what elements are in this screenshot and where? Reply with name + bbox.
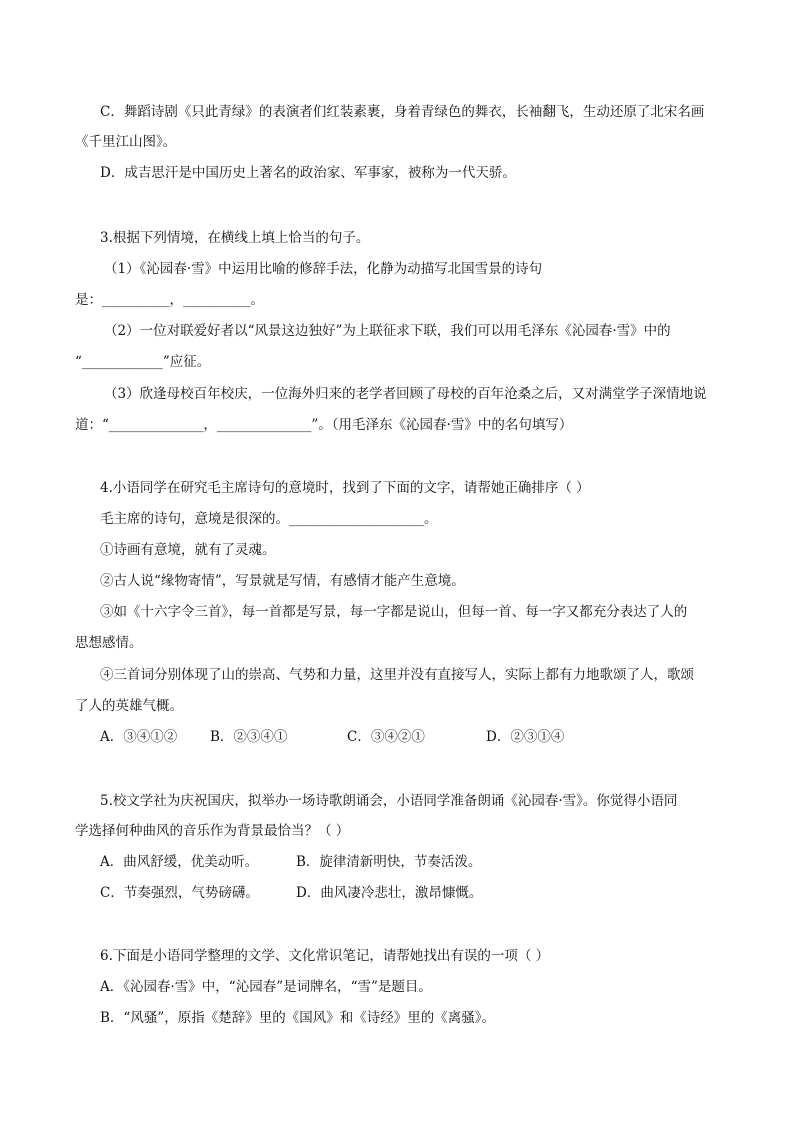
q3-sub2-line2: “____________”应征。 bbox=[75, 354, 211, 370]
q5-stem-line1: 5.校文学社为庆祝国庆，拟举办一场诗歌朗诵会，小语同学准备朗诵《沁园春·雪》。你觉得小语同 bbox=[100, 793, 678, 809]
q5-option-b: B．旋律清新明快，节奏活泼。 bbox=[296, 854, 482, 870]
q3-sub2-line1: （2）一位对联爱好者以“风景这边独好”为上联征求下联，我们可以用毛泽东《沁园春·雪》中的 bbox=[104, 323, 671, 339]
q5-option-a: A．曲风舒缓，优美动听。 bbox=[100, 854, 259, 870]
q6-stem: 6.下面是小语同学整理的文学、文化常识笔记，请帮她找出有误的一项（ ） bbox=[100, 948, 550, 964]
q4-sentence-1: ①诗画有意境，就有了灵魂。 bbox=[100, 542, 276, 558]
q4-option-c: C．③④②① bbox=[347, 729, 425, 745]
q4-option-b: B．②③④① bbox=[210, 729, 288, 745]
q4-lead: 毛主席的诗句，意境是很深的。____________________。 bbox=[100, 511, 438, 527]
q2-option-d: D．成吉思汗是中国历史上著名的政治家、军事家，被称为一代天骄。 bbox=[100, 165, 516, 181]
q4-stem: 4.小语同学在研究毛主席诗句的意境时，找到了下面的文字，请帮她正确排序（ ） bbox=[100, 480, 590, 496]
q4-option-d: D．②③①④ bbox=[486, 729, 565, 745]
q6-option-a: A．《沁园春·雪》中，“沁园春”是词牌名，“雪”是题目。 bbox=[100, 979, 432, 995]
q4-sentence-2: ②古人说“缘物寄情”，写景就是写情，有感情才能产生意境。 bbox=[100, 573, 465, 589]
q2-option-c-line1: C．舞蹈诗剧《只此青绿》的表演者们红装素裹，身着青绿色的舞衣，长袖翻飞，生动还原了北宋名画 bbox=[100, 104, 705, 120]
q3-sub3-line1: （3）欣逢母校百年校庆，一位海外归来的老学者回顾了母校的百年沧桑之后，又对满堂学子深情地说 bbox=[104, 386, 707, 402]
q2-option-c-line2: 《千里江山图》。 bbox=[75, 134, 177, 150]
q5-option-c: C．节奏强烈，气势磅礴。 bbox=[100, 885, 259, 901]
q3-sub1-line1: （1）《沁园春·雪》中运用比喻的修辞手法，化静为动描写北国雪景的诗句 bbox=[104, 261, 543, 277]
q4-sentence-3-line2: 思想感情。 bbox=[75, 635, 143, 651]
q4-sentence-4-line1: ④三首词分别体现了山的崇高、气势和力量，这里并没有直接写人，实际上都有力地歌颂了人，歌颂 bbox=[100, 667, 694, 683]
q6-option-b: B．“风骚”，原指《楚辞》里的《国风》和《诗经》里的《离骚》。 bbox=[100, 1010, 495, 1026]
q5-option-d: D．曲风凄冷悲壮，激昂慷慨。 bbox=[296, 885, 483, 901]
q3-sub1-line2: 是：__________，__________。 bbox=[75, 292, 264, 308]
q4-option-a: A．③④①② bbox=[100, 729, 178, 745]
q4-sentence-3-line1: ③如《十六字令三首》，每一首都是写景，每一字都是说山，但每一首、每一字又都充分表达了人的 bbox=[100, 604, 688, 620]
q3-stem: 3.根据下列情境，在横线上填上恰当的句子。 bbox=[100, 230, 370, 246]
q4-sentence-4-line2: 了人的英雄气概。 bbox=[75, 698, 183, 714]
q3-sub3-line2: 道：“______________，______________”。（用毛泽东《沁园春·雪》中的名句填写） bbox=[75, 417, 573, 433]
q5-stem-line2: 学选择何种曲风的音乐作为背景最恰当？（ ） bbox=[75, 823, 350, 839]
